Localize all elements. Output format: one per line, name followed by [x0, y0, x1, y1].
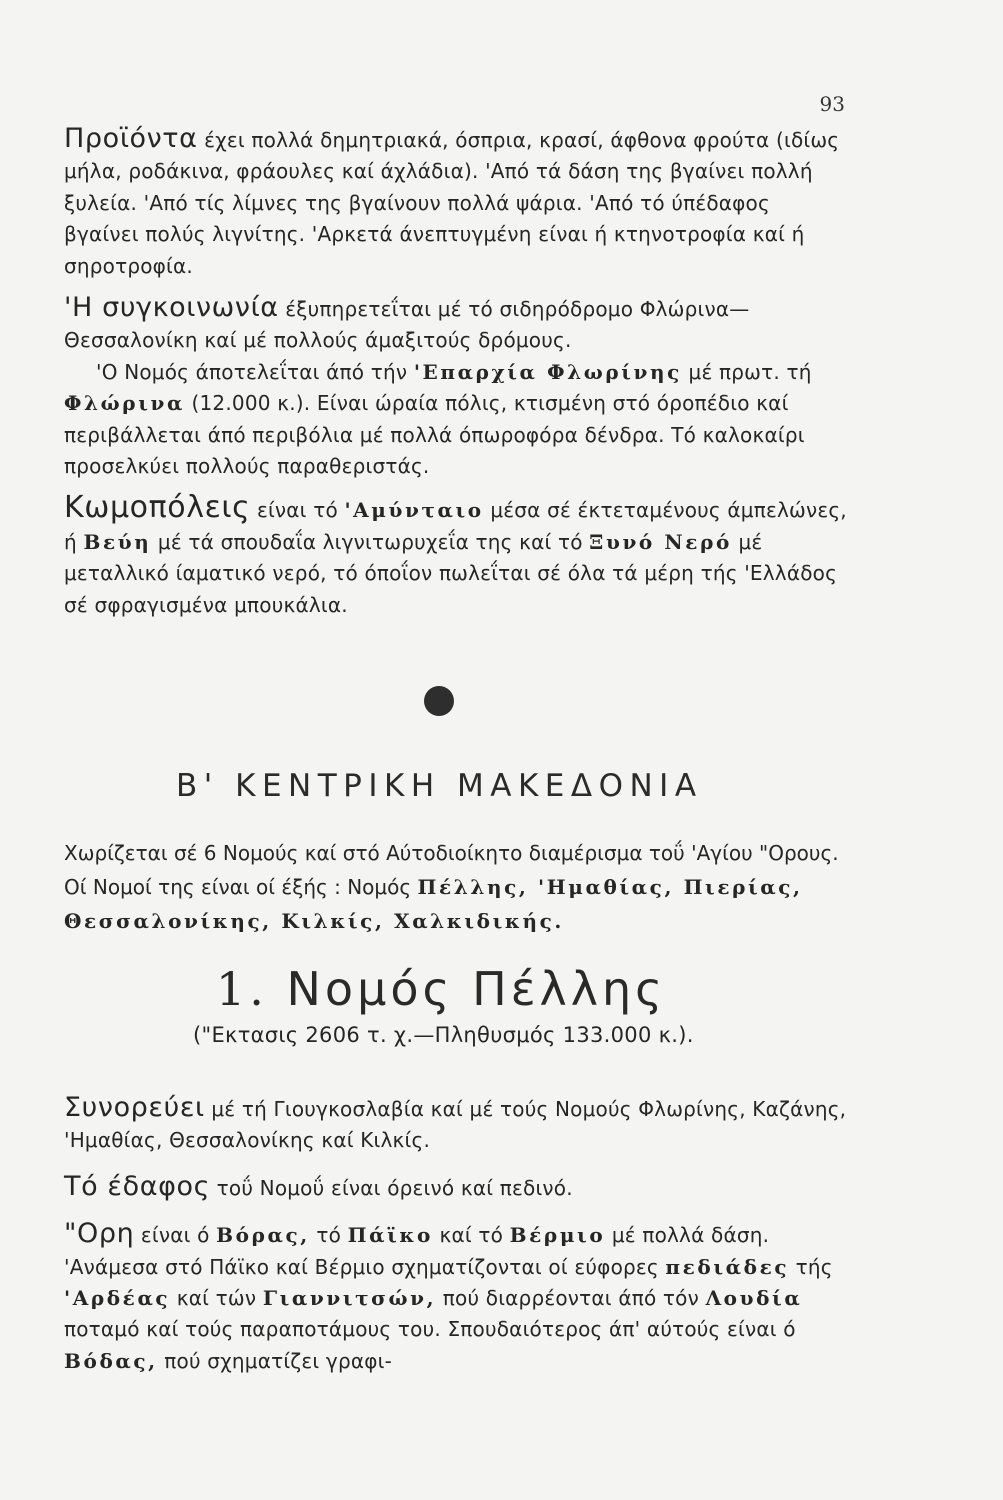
word-plains: πεδιάδες — [665, 1254, 790, 1279]
text-mountains-6: καί τών — [176, 1286, 257, 1311]
text-borders: μέ τή Γιουγκοσλαβία καί μέ τούς Νομούς Φλωρίνης, Καζάνης, 'Ημαθίας, Θεσσαλονίκης καί Κιλκίς. — [64, 1097, 847, 1153]
name-vevi: Βεύη — [83, 529, 152, 554]
name-eparchy-florina: 'Επαρχία Φλωρίνης — [413, 359, 682, 384]
paragraph-soil — [64, 1171, 850, 1204]
text-towns-1: είναι τό — [256, 498, 338, 523]
text-prefecture-3: (12.000 κ.). Είναι ώραία πόλις, κτισμένη στό όροπέδιο καί περιβάλλεται άπό περιβόλια μέ πολλά όπωροφόρα δένδρα. Τό καλοκαίρι προσελκύει πολλούς παραθεριστάς. — [64, 391, 805, 479]
section-prefecture-names: Πέλλης, 'Ημαθίας, Πιερίας, Θεσσαλονίκης, Κιλκίς, Χαλκιδικής. — [64, 875, 803, 933]
paragraph-prefecture — [64, 357, 850, 483]
lead-products: Προϊόντα — [64, 123, 198, 154]
text-mountains-9: πού σχηματίζει γραφι- — [164, 1348, 393, 1373]
text-mountains-4: μέ πολλά δάση. 'Ανάμεσα στό Πάϊκο καί Βέρμιο σχηματίζονται οί εύφορες — [64, 1223, 770, 1279]
paragraph-borders — [64, 1092, 850, 1157]
lead-communication: 'Η συγκοινωνία — [64, 292, 279, 324]
paragraph-towns — [64, 492, 850, 621]
text-mountains-2: τό — [316, 1223, 342, 1248]
name-xyno-nero: Ξυνό Νερό — [589, 529, 732, 554]
name-amyntaio: 'Αμύνταιο — [344, 498, 484, 523]
text-prefecture-1: 'Ο Νομός άποτελεΐται άπό τήν — [96, 359, 408, 384]
text-soil: τοΰ Νομοΰ είναι όρεινό καί πεδινό. — [216, 1175, 573, 1200]
name-voras: Βόρας, — [216, 1223, 310, 1248]
text-products: έχει πολλά δημητριακά, όσπρια, κρασί, άφθονα φρούτα (ιδίως μήλα, ροδάκινα, φράουλες καί άχλάδια). 'Από τά δάση της βγαίνει πολλή ξυλεία. 'Από τίς λίμνες της βγαίνουν πολλά ψάρια. 'Από τό ύπέδαφος βγαίνει πολύς λιγνίτης. 'Αρκετά άνεπτυγμένη είναι ή κτηνοτροφία καί ή σηροτροφία. — [64, 128, 840, 278]
district-name: Νομός Πέλλης — [286, 962, 667, 1016]
name-paiko: Πάϊκο — [347, 1223, 433, 1248]
text-towns-4: μέ μεταλλικό ίαματικό νερό, τό όποΐον πωλεΐται σέ όλα τά μέρη τής 'Ελλάδος σέ σφραγισμένα μπουκάλια. — [64, 529, 838, 617]
name-ardea: 'Αρδέας — [64, 1286, 171, 1311]
lead-towns: Κωμοπόλεις — [64, 490, 251, 526]
text-mountains-7: πού διαρρέονται άπό τόν — [442, 1286, 699, 1311]
section-heading: Β' ΚΕΝΤΡΙΚΗ ΜΑΚΕΔΟΝΙΑ — [176, 768, 703, 804]
text-communication: έξυπηρετεΐται μέ τό σιδηρόδρομο Φλώρινα—Θεσσαλονίκη καί μέ πολλούς άμαξιτούς δρόμους. — [64, 297, 750, 353]
district-number: 1. — [216, 962, 268, 1016]
bottom-text-block — [64, 1092, 850, 1377]
lead-mountains: "Ορη — [64, 1218, 135, 1250]
name-vermio: Βέρμιο — [509, 1223, 606, 1248]
paragraph-products — [64, 123, 850, 282]
district-subtitle: ("Εκτασις 2606 τ. χ.—Πληθυσμός 133.000 κ.). — [193, 1023, 694, 1047]
text-towns-2: μέσα σέ έκτεταμένους άμπελώνες, ή — [64, 498, 847, 554]
page-number: 93 — [819, 92, 845, 116]
name-florina: Φλώρινα — [64, 391, 185, 416]
text-mountains-8: ποταμό καί τούς παραποτάμους του. Σπουδαιότερος άπ' αύτούς είναι ό — [64, 1317, 796, 1342]
lead-soil: Τό έδαφος — [64, 1170, 211, 1202]
district-title — [216, 962, 666, 1016]
paragraph-mountains — [64, 1218, 850, 1377]
paragraph-communication — [64, 292, 850, 357]
text-prefecture-2: μέ πρωτ. τή — [688, 359, 812, 384]
top-text-block — [64, 123, 850, 621]
text-mountains-3: καί τό — [439, 1223, 504, 1248]
section-bullet-dot — [424, 686, 454, 716]
name-loudias: Λουδία — [705, 1286, 803, 1311]
name-giannitsa: Γιαννιτσών, — [262, 1286, 437, 1311]
text-mountains-1: είναι ό — [140, 1223, 210, 1248]
name-vodas: Βόδας, — [64, 1348, 158, 1373]
section-intro-text: Χωρίζεται σέ 6 Νομούς καί στό Αύτοδιοίκητο διαμέρισμα τοΰ 'Αγίου "Ορους. Οί Νομοί της είναι οί έξής : Νομός — [64, 841, 839, 899]
section-intro — [64, 836, 850, 938]
text-towns-3: μέ τά σπουδαΐα λιγνιτωρυχεΐα της καί τό — [157, 529, 583, 554]
lead-borders: Συνορεύει — [64, 1092, 205, 1123]
text-mountains-5: τής — [795, 1254, 833, 1279]
